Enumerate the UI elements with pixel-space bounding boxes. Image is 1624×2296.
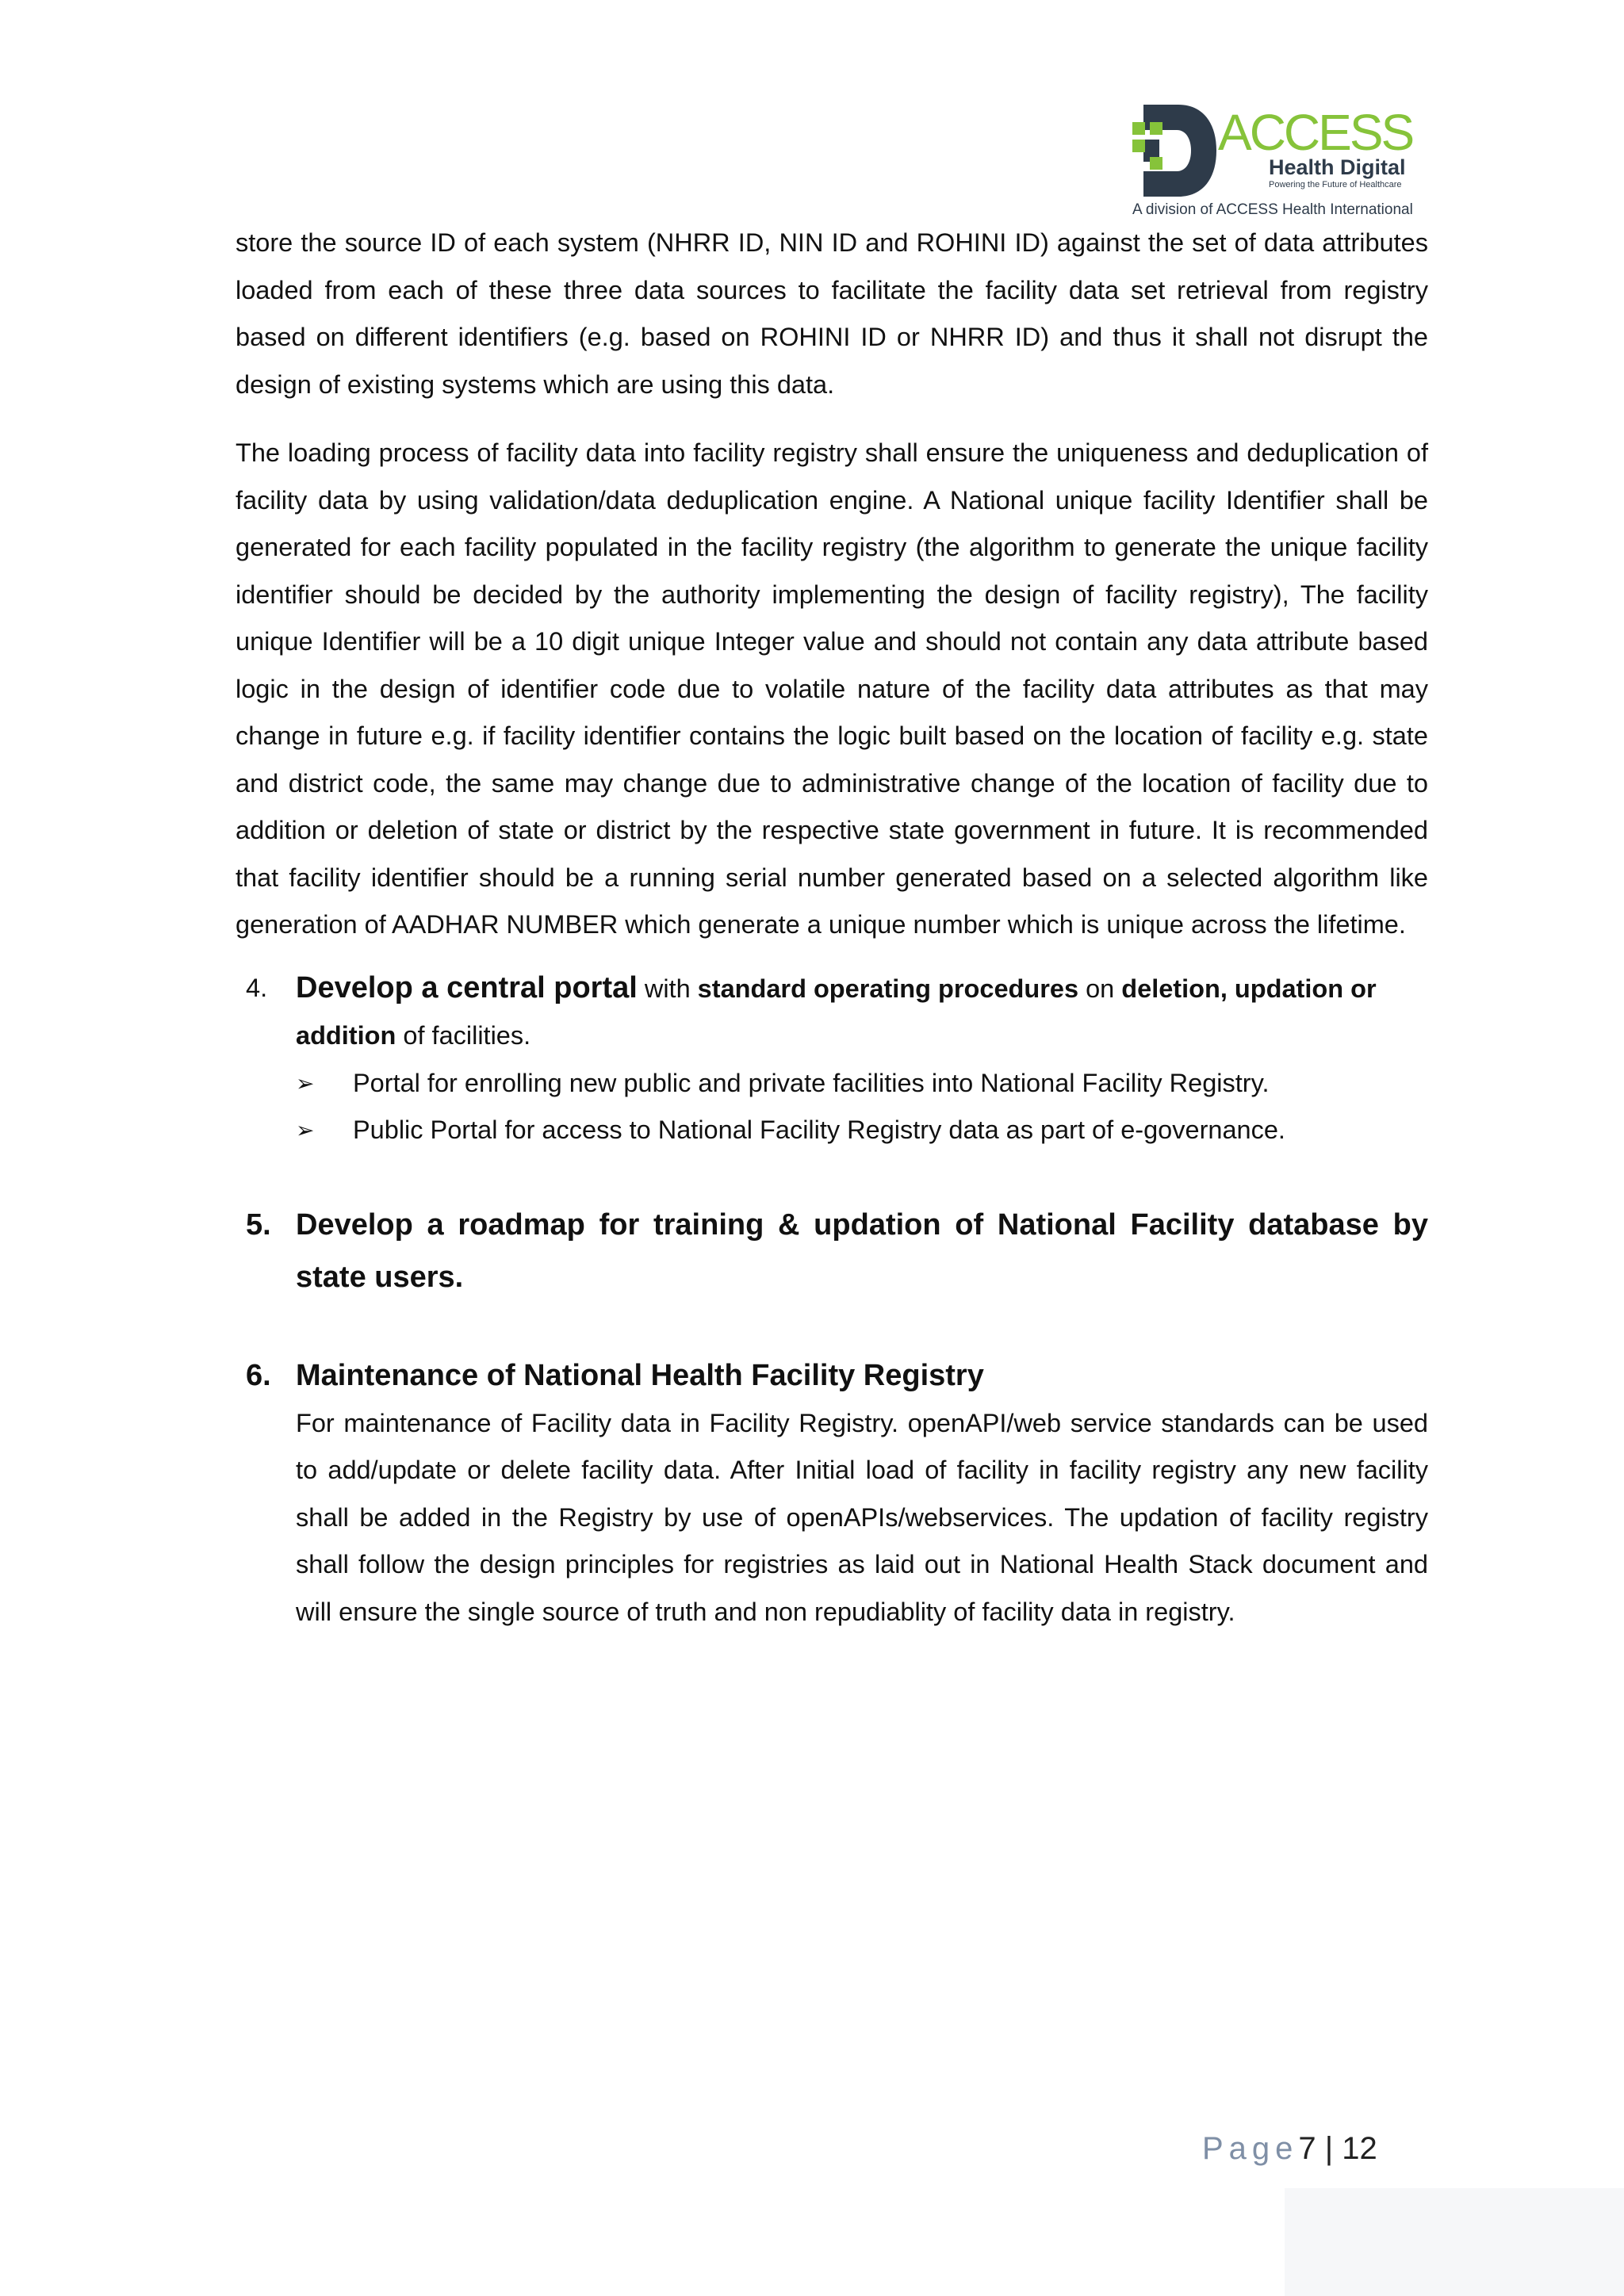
- bullet-text: Portal for enrolling new public and private facilities into National Facility Registry.: [353, 1068, 1270, 1097]
- list-item-roadmap: [236, 1199, 1428, 1303]
- item-body: For maintenance of Facility data in Facility Registry. openAPI/web service standards can be used to add/update or delete facility data. After Initial load of facility in facility registry any new facility shall be added in the Registry by use of openAPIs/webservices. The updation of facility registry shall follow the design principles for registries as laid out in National Health Stack document and will ensure the single source of truth and non repudiablity of facility data in registry.: [296, 1408, 1428, 1626]
- item-number: 5.: [246, 1207, 271, 1242]
- item-number: 4.: [246, 973, 268, 1002]
- document-body: [236, 220, 1428, 1636]
- page-corner-shade: [1285, 2188, 1624, 2296]
- arrow-bullet-icon: ➢: [296, 1070, 315, 1096]
- bullet-list: [296, 1060, 1428, 1154]
- item-heading: Develop a roadmap for training & updation of National Facility database by state users.: [296, 1207, 1428, 1294]
- item-bold-text: standard operating procedures: [697, 974, 1079, 1003]
- access-health-digital-logo: [1132, 105, 1421, 220]
- paragraph-source-id: store the source ID of each system (NHRR ID, NIN ID and ROHINI ID) against the set of data attributes loaded from each of these three data sources to facilitate the facility data set retrieval from registry based on different identifiers (e.g. based on ROHINI ID or NHRR ID) and thus it shall not disrupt the design of existing systems which are using this data.: [236, 228, 1428, 399]
- arrow-bullet-icon: ➢: [296, 1118, 315, 1142]
- item-heading-text: [296, 965, 1428, 1060]
- page-footer: [1202, 2131, 1377, 2167]
- logo-tagline-main: Health Digital: [1269, 155, 1406, 179]
- item-heading: Develop a central portal: [296, 970, 638, 1004]
- paragraph-loading-process: The loading process of facility data into facility registry shall ensure the uniqueness and deduplication of facility data by using validation/data deduplication engine. A National unique facility Identifier shall be generated for each facility populated in the facility registry (the algorithm to generate the unique facility identifier should be decided by the authority implementing the design of facility registry), The facility unique Identifier will be a 10 digit unique Integer value and should not contain any data attribute based logic in the design of identifier code due to volatile nature of the facility data attributes as that may change in future e.g. if facility identifier contains the logic built based on the location of facility e.g. state and district code, the same may change due to administrative change of the location of facility due to addition or deletion of state or district by the respective state government in future. It is recommended that facility identifier should be a running serial number generated based on a selected algorithm like generation of AADHAR NUMBER which generate a unique number which is unique across the lifetime.: [236, 438, 1428, 939]
- logo-tagline-sub: Powering the Future of Healthcare: [1269, 180, 1402, 189]
- item-text: of facilities.: [396, 1021, 531, 1050]
- bullet-item: [296, 1107, 1428, 1154]
- bullet-text: Public Portal for access to National Facility Registry data as part of e-governance.: [353, 1115, 1285, 1144]
- logo-mark-icon: [1132, 105, 1220, 197]
- page-label: Page: [1202, 2131, 1299, 2166]
- list-item-maintenance: [236, 1351, 1428, 1636]
- item-text: on: [1078, 974, 1122, 1003]
- logo-division-text: A division of ACCESS Health International: [1132, 201, 1413, 218]
- page-number: 7 | 12: [1298, 2131, 1377, 2166]
- item-text: with: [637, 974, 698, 1003]
- item-heading: Maintenance of National Health Facility Registry: [296, 1358, 984, 1392]
- list-item-central-portal: [236, 965, 1428, 1154]
- logo-wordmark: ACCESS: [1218, 104, 1413, 161]
- bullet-item: [296, 1060, 1428, 1108]
- item-bold-text: deletion, updation or addition: [296, 974, 1377, 1050]
- item-number: 6.: [246, 1358, 271, 1392]
